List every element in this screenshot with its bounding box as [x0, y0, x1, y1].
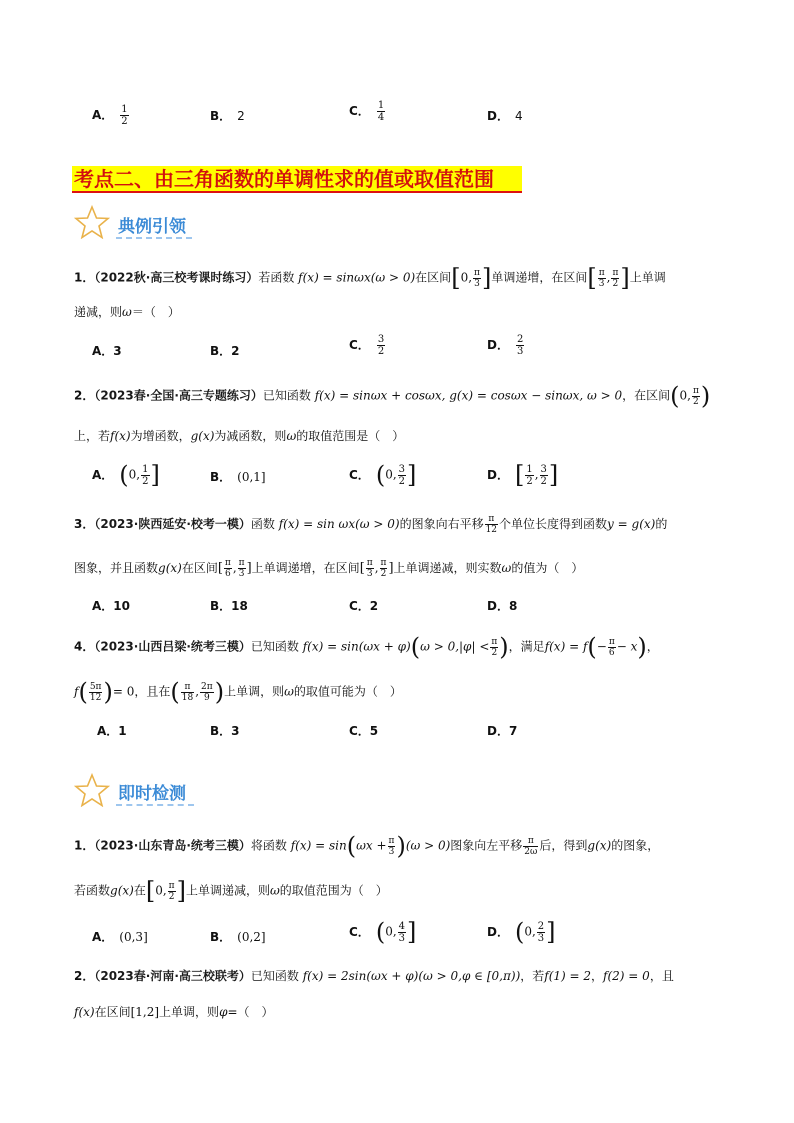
- option-d: D．8: [487, 599, 518, 613]
- option-d: D． 4: [487, 109, 523, 123]
- heading-underline: [116, 804, 194, 806]
- question-line: 2．（2023春·全国·高三专题练习）已知函数 f(x) = sinωx + cosωx, g(x) = cosωx − sinωx, ω > 0，在区间(0, $\frac{\pi}{2}$ ): [74, 382, 711, 410]
- question-line: 1．（2022秋·高三校考课时练习）若函数 f(x) = sinωx(ω > 0)在区间[0, $\frac{\pi}{3}$ ]单调递增，在区间[ $\frac{\pi}{3}$ , $\frac{\pi}{2}$ ]上单调: [74, 264, 666, 292]
- star-icon: [74, 773, 110, 807]
- option-d: D． (0, $\frac{2}{3}$ ]: [487, 918, 556, 946]
- option-a: A． (0,3]: [92, 930, 148, 944]
- heading-examples: 典例引领: [118, 217, 186, 237]
- option-a: A． (0, $\frac{1}{2}$ ]: [92, 461, 160, 489]
- question-line: 图象，并且函数g(x)在区间[ $\frac{\pi}{6}$ , $\frac{\pi}{3}$ ]上单调递增，在区间[ $\frac{\pi}{3}$ , $\frac{\pi}{2}$ ]上单调递减，则实数ω的值为（ ）: [74, 558, 584, 579]
- option-d: D． [ $\frac{1}{2}$ , $\frac{3}{2}$ ]: [487, 461, 559, 489]
- option-c: C． (0, $\frac{4}{3}$ ]: [349, 918, 417, 946]
- star-icon: [74, 205, 110, 239]
- option-a: A．3: [92, 344, 122, 358]
- question-line: 若函数g(x)在[0, $\frac{\pi}{2}$ ]上单调递减，则ω的取值范围为（ ）: [74, 877, 388, 905]
- fraction: $\frac{1}{2}$: [121, 104, 128, 127]
- option-c: C． (0, $\frac{3}{2}$ ]: [349, 461, 417, 489]
- option-a: A． $\frac{1}{2}$: [92, 104, 128, 127]
- section-title: 考点二、由三角函数的单调性求的值或取值范围: [72, 166, 522, 193]
- fraction: $\frac{1}{4}$: [377, 100, 385, 123]
- option-b: B． (0,2]: [210, 930, 266, 944]
- option-b: B．18: [210, 599, 248, 613]
- question-line: f( $\frac{5\pi}{12}$ )= 0，且在( $\frac{\pi}{18}$ , $\frac{2\pi}{9}$ )上单调，则ω的取值可能为（ ）: [74, 678, 402, 706]
- question-line: 4．（2023·山西吕梁·统考三模）已知函数 f(x) = sin(ωx + φ)(ω > 0,|φ| < $\frac{\pi}{2}$ )，满足f(x) = f(− $\frac{\pi}{6}$ − x)，: [74, 633, 659, 661]
- option-d: D． $\frac{2}{3}$: [487, 334, 524, 357]
- option-b: B．3: [210, 724, 240, 738]
- option-d: D．7: [487, 724, 518, 738]
- option-c: C． $\frac{3}{2}$: [349, 334, 385, 357]
- question-line: 2．（2023春·河南·高三校联考）已知函数 f(x) = 2sin(ωx + φ)(ω > 0,φ ∈ [0,π))，若f(1) = 2，f(2) = 0，且: [74, 969, 674, 983]
- option-c: C． $\frac{1}{4}$: [349, 100, 385, 123]
- question-line: f(x)在区间[1,2]上单调，则φ=（ ）: [74, 1005, 274, 1019]
- option-a: A．10: [92, 599, 130, 613]
- question-line: 上，若f(x)为增函数，g(x)为减函数，则ω的取值范围是（ ）: [74, 429, 405, 443]
- question-line: 1．（2023·山东青岛·统考三模）将函数 f(x) = sin(ωx + $\frac{\pi}{3}$ )(ω > 0)图象向左平移 $\frac{\pi}{2\omega}$ 后，得到g(x)的图象，: [74, 832, 660, 860]
- option-c: C．2: [349, 599, 379, 613]
- option-b: B．2: [210, 344, 240, 358]
- option-b: B． (0,1]: [210, 470, 266, 484]
- option-c: C．5: [349, 724, 379, 738]
- option-b: B． 2: [210, 109, 245, 123]
- heading-quick-check: 即时检测: [118, 784, 186, 804]
- heading-underline: [116, 237, 192, 239]
- question-line: 3．（2023·陕西延安·校考一模）函数 f(x) = sin ωx(ω > 0)的图象向右平移 $\frac{\pi}{12}$ 个单位长度得到函数y = g(x)的: [74, 514, 668, 535]
- option-a: A．1: [97, 724, 127, 738]
- question-line: 递减，则ω＝（ ）: [74, 305, 180, 319]
